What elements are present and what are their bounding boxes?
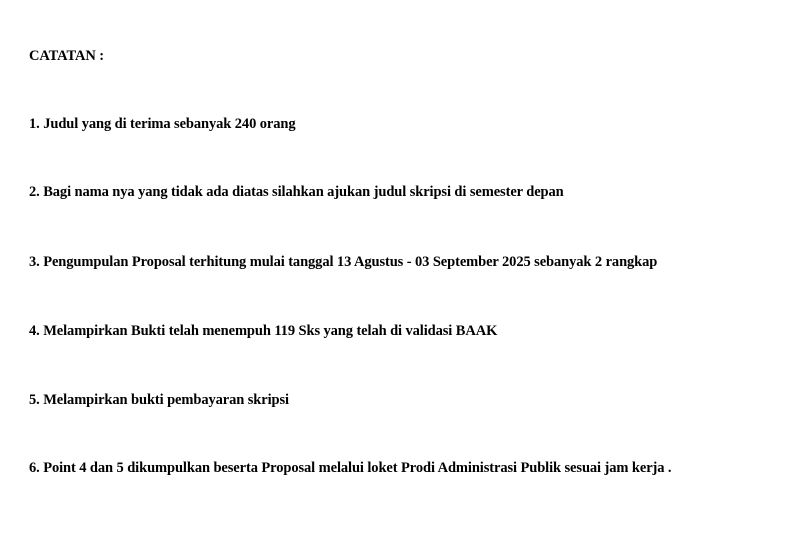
note-item-1: 1. Judul yang di terima sebanyak 240 orang bbox=[29, 116, 296, 132]
note-item-5: 5. Melampirkan bukti pembayaran skripsi bbox=[29, 392, 289, 408]
note-item-4: 4. Melampirkan Bukti telah menempuh 119 Sks yang telah di validasi BAAK bbox=[29, 323, 498, 339]
note-item-3: 3. Pengumpulan Proposal terhitung mulai tanggal 13 Agustus - 03 September 2025 sebanyak 2 rangkap bbox=[29, 254, 658, 270]
note-item-2: 2. Bagi nama nya yang tidak ada diatas silahkan ajukan judul skripsi di semester depan bbox=[29, 184, 564, 200]
notes-heading: CATATAN : bbox=[29, 48, 104, 64]
note-item-6: 6. Point 4 dan 5 dikumpulkan beserta Proposal melalui loket Prodi Administrasi Publik sesuai jam kerja . bbox=[29, 460, 672, 476]
